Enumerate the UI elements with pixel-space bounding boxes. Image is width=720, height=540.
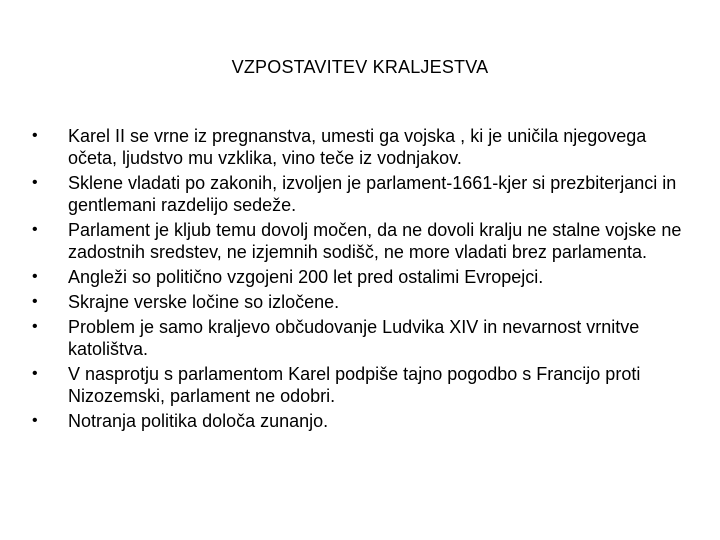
list-item [30,363,695,407]
bullet-text: V nasprotju s parlamentom Karel podpiše tajno pogodbo s Francijo proti Nizozemski, parlament ne odobri. [68,364,641,406]
list-item [30,266,695,288]
bullet-text: Parlament je kljub temu dovolj močen, da ne dovoli kralju ne stalne vojske ne zadostnih sredstev, ne izjemnih sodišč, ne more vladati brez parlamenta. [68,220,682,262]
bullet-dot: • [32,365,38,382]
bullet-text: Skrajne verske ločine so izločene. [68,292,340,312]
bullet-list [30,125,695,435]
bullet-dot: • [32,174,38,191]
bullet-dot: • [32,318,38,335]
bullet-text: Problem je samo kraljevo občudovanje Ludvika XIV in nevarnost vrnitve katolištva. [68,317,640,359]
list-item [30,410,695,432]
bullet-dot: • [32,268,38,285]
bullet-text: Sklene vladati po zakonih, izvoljen je parlament-1661-kjer si prezbiterjanci in gentlemani razdelijo sedeže. [68,173,677,215]
bullet-dot: • [32,412,38,429]
slide-title: VZPOSTAVITEV KRALJESTVA [231,57,489,77]
bullet-dot: • [32,127,38,144]
list-item [30,172,695,216]
list-item [30,125,695,169]
list-item [30,291,695,313]
bullet-text: Angleži so politično vzgojeni 200 let pred ostalimi Evropejci. [68,267,544,287]
list-item [30,316,695,360]
list-item [30,219,695,263]
bullet-text: Karel II se vrne iz pregnanstva, umesti ga vojska , ki je uničila njegovega očeta, ljudstvo mu vzklika, vino teče iz vodnjakov. [68,126,647,168]
bullet-dot: • [32,293,38,310]
bullet-text: Notranja politika določa zunanjo. [68,411,329,431]
bullet-dot: • [32,221,38,238]
